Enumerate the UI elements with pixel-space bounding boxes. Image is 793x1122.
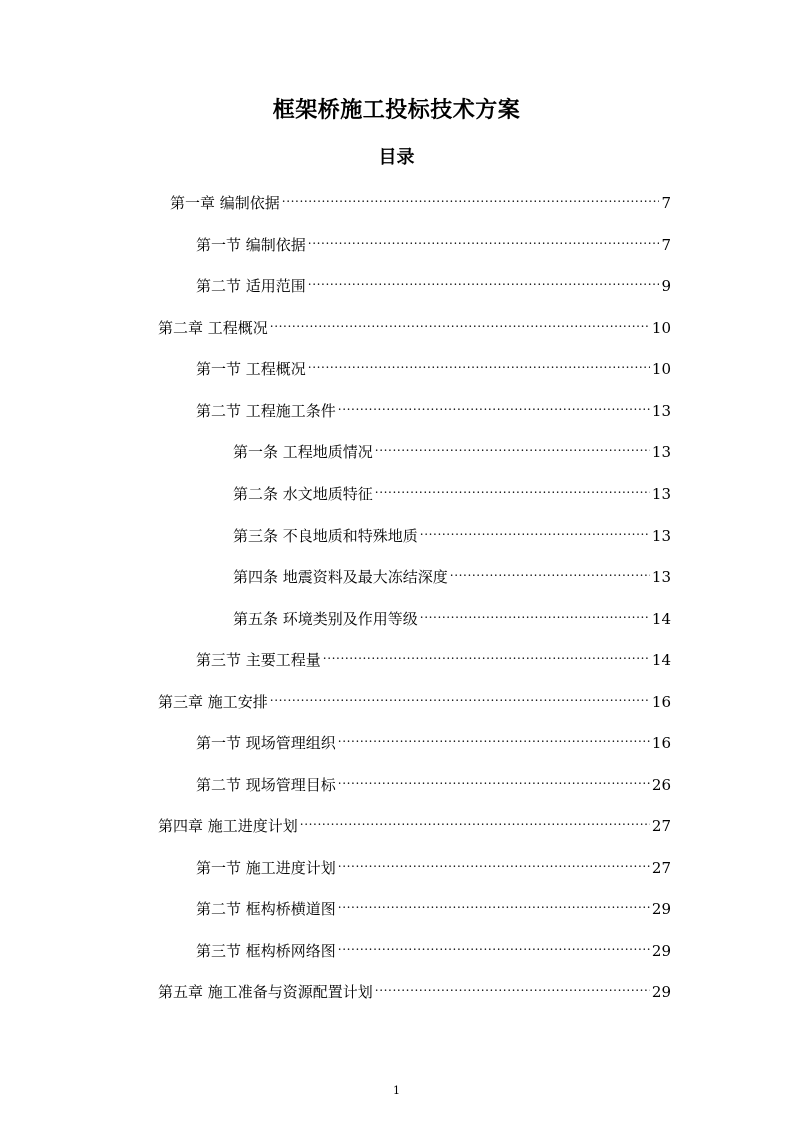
toc-entry-label: 第一节 现场管理组织 (196, 734, 336, 752)
toc-entry-page: 7 (661, 194, 671, 212)
toc-entry-page: 16 (651, 734, 671, 752)
toc-entry-page: 13 (651, 568, 671, 586)
toc-entry-page: 13 (651, 402, 671, 420)
toc-dot-leader (375, 435, 650, 457)
toc-entry-page: 29 (651, 942, 671, 960)
toc-entry-label: 第三条 不良地质和特殊地质 (233, 527, 418, 545)
toc-entry-page: 13 (651, 527, 671, 545)
toc-entry-label: 第四条 地震资料及最大冻结深度 (233, 568, 448, 586)
toc-entry-label: 第三节 框构桥网络图 (196, 942, 336, 960)
toc-entry-label: 第三节 主要工程量 (196, 651, 321, 669)
document-title: 框架桥施工投标技术方案 (272, 98, 521, 123)
toc-dot-leader (323, 643, 650, 665)
page-number: 1 (393, 1084, 400, 1097)
toc-dot-leader (338, 934, 650, 956)
toc-entry-section[interactable] (196, 726, 671, 752)
toc-entry-label: 第二节 框构桥横道图 (196, 900, 336, 918)
toc-entry-article[interactable] (233, 477, 671, 503)
toc-entry-article[interactable] (233, 435, 671, 461)
toc-entry-label: 第一节 工程概况 (196, 360, 306, 378)
toc-entry-article[interactable] (233, 602, 671, 628)
toc-entry-section[interactable] (196, 934, 671, 960)
toc-dot-leader (308, 228, 660, 250)
toc-entry-section[interactable] (196, 352, 671, 378)
toc-entry-page: 9 (661, 277, 671, 295)
toc-entry-page: 27 (651, 817, 671, 835)
toc-dot-leader (375, 477, 650, 499)
toc-entry-label: 第二节 现场管理目标 (196, 776, 336, 794)
toc-dot-leader (270, 685, 650, 707)
toc-entry-chapter-3[interactable] (158, 685, 671, 711)
toc-entry-label: 第五章 施工准备与资源配置计划 (158, 983, 373, 1001)
toc-dot-leader (338, 726, 650, 748)
toc-entry-page: 13 (651, 485, 671, 503)
toc-entry-section[interactable] (196, 851, 671, 877)
toc-entry-page: 13 (651, 443, 671, 461)
toc-entry-article[interactable] (233, 519, 671, 545)
toc-dot-leader (338, 892, 650, 914)
toc-entry-label: 第四章 施工进度计划 (158, 817, 298, 835)
toc-entry-label: 第二节 适用范围 (196, 277, 306, 295)
toc-entry-page: 10 (651, 360, 671, 378)
toc-entry-page: 14 (651, 651, 671, 669)
toc-entry-page: 27 (651, 859, 671, 877)
toc-entry-label: 第一条 工程地质情况 (233, 443, 373, 461)
toc-dot-leader (308, 352, 650, 374)
toc-dot-leader (338, 768, 650, 790)
toc-entry-label: 第二节 工程施工条件 (196, 402, 336, 420)
toc-entry-label: 第一节 施工进度计划 (196, 859, 336, 877)
toc-entry-section[interactable] (196, 643, 671, 669)
toc-entry-article[interactable] (233, 560, 671, 586)
toc-dot-leader (308, 269, 660, 291)
toc-dot-leader (338, 394, 650, 416)
toc-entry-page: 10 (651, 319, 671, 337)
toc-entry-chapter-5[interactable] (158, 975, 671, 1001)
toc-entry-page: 14 (651, 610, 671, 628)
toc-entry-section[interactable] (196, 228, 671, 254)
toc-entry-chapter-4[interactable] (158, 809, 671, 835)
toc-dot-leader (450, 560, 650, 582)
toc-entry-section[interactable] (196, 394, 671, 420)
toc-entry-chapter-2[interactable] (158, 311, 671, 337)
toc-entry-section[interactable] (196, 892, 671, 918)
toc-entry-page: 16 (651, 693, 671, 711)
toc-dot-leader (375, 975, 650, 997)
toc-entry-label: 第二章 工程概况 (158, 319, 268, 337)
toc-entry-page: 29 (651, 900, 671, 918)
toc-entry-chapter-1[interactable] (170, 186, 671, 212)
toc-entry-label: 第三章 施工安排 (158, 693, 268, 711)
toc-entry-page: 7 (661, 236, 671, 254)
toc-entry-label: 第二条 水文地质特征 (233, 485, 373, 503)
toc-entry-section[interactable] (196, 768, 671, 794)
toc-heading: 目录 (378, 147, 415, 168)
toc-entry-label: 第一节 编制依据 (196, 236, 306, 254)
toc-entry-page: 26 (651, 776, 671, 794)
toc-dot-leader (270, 311, 650, 333)
toc-dot-leader (420, 602, 650, 624)
toc-entry-label: 第五条 环境类别及作用等级 (233, 610, 418, 628)
toc-dot-leader (420, 519, 650, 541)
toc-dot-leader (338, 851, 650, 873)
toc-dot-leader (282, 186, 660, 208)
toc-entry-section[interactable] (196, 269, 671, 295)
toc-dot-leader (300, 809, 650, 831)
toc-entry-label: 第一章 编制依据 (170, 194, 280, 212)
toc-entry-page: 29 (651, 983, 671, 1001)
